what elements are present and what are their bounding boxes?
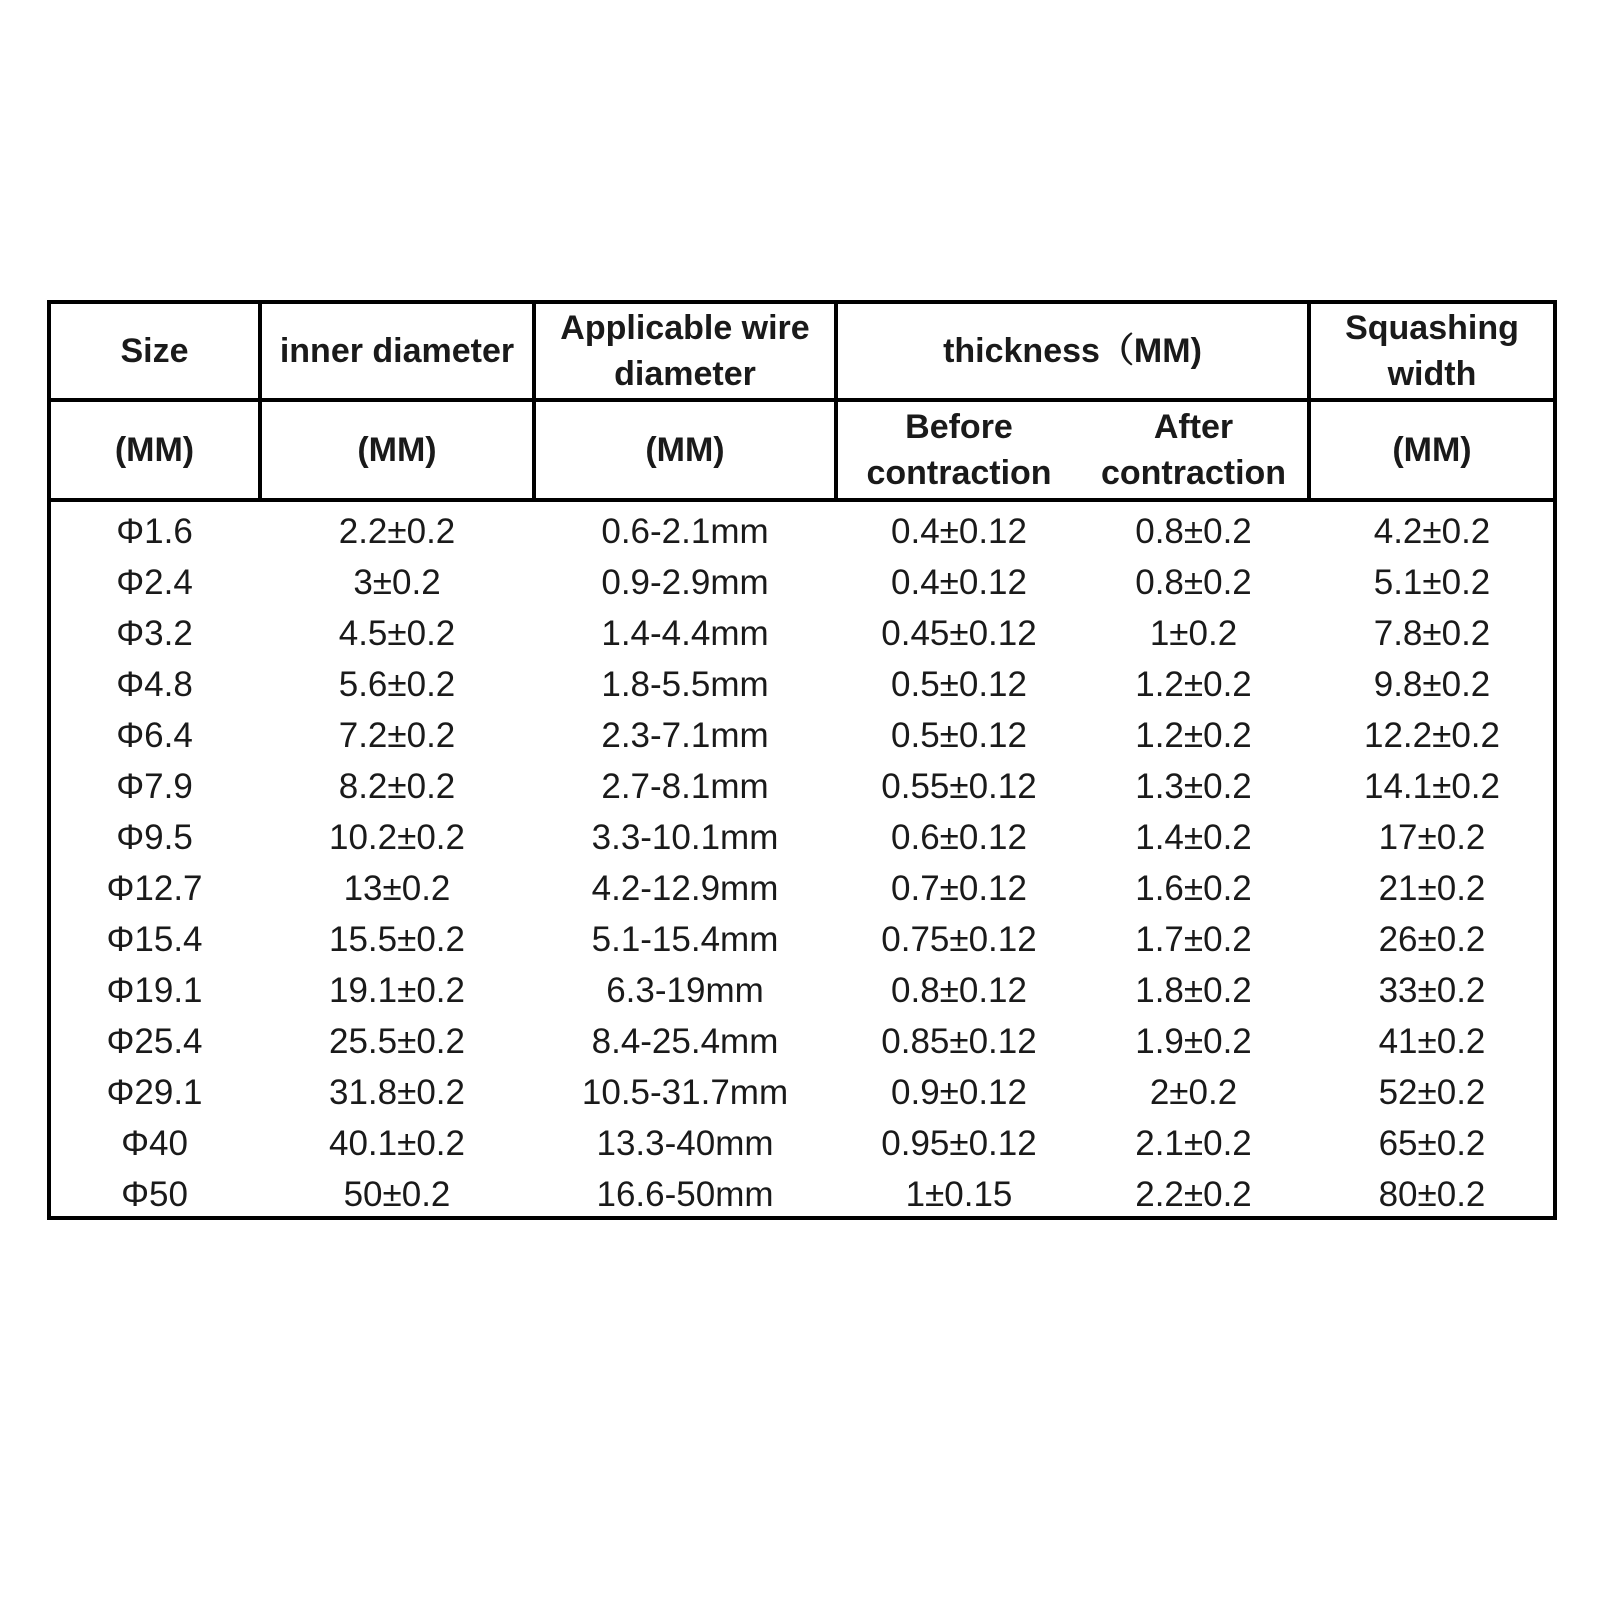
cell-wire-diameter: 3.3-10.1mm: [591, 817, 779, 857]
cell-size: Φ15.4: [106, 919, 203, 959]
cell-wire-diameter: 8.4-25.4mm: [591, 1021, 779, 1061]
cell-after-contraction: 1.8±0.2: [1135, 970, 1252, 1010]
cell-inner-diameter: 2.2±0.2: [338, 511, 456, 551]
cell-squashing-width: 5.1±0.2: [1373, 562, 1491, 602]
cell-before-contraction: 1±0.15: [905, 1174, 1013, 1214]
cell-before-contraction: 0.55±0.12: [881, 766, 1037, 806]
cell-before-contraction: 0.8±0.12: [891, 970, 1027, 1010]
cell-wire-diameter: 1.4-4.4mm: [601, 613, 769, 653]
cell-wire-diameter: 4.2-12.9mm: [591, 868, 779, 908]
cell-inner-diameter: 3±0.2: [353, 562, 441, 602]
header-wire-line1: Applicable wire: [560, 309, 810, 347]
cell-inner-diameter: 19.1±0.2: [329, 970, 465, 1010]
cell-before-contraction: 0.4±0.12: [891, 511, 1027, 551]
header-squash-unit-label: (MM): [1392, 431, 1472, 469]
cell-squashing-width: 14.1±0.2: [1364, 766, 1500, 806]
cell-size: Φ19.1: [106, 970, 203, 1010]
cell-squashing-width: 80±0.2: [1378, 1174, 1486, 1214]
cell-after-contraction: 1.3±0.2: [1135, 766, 1252, 806]
table-row: [51, 1169, 1553, 1220]
header-squashing-width: [1311, 304, 1553, 398]
cell-inner-diameter: 4.5±0.2: [338, 613, 456, 653]
cell-inner-diameter: 15.5±0.2: [329, 919, 465, 959]
spec-table: [47, 300, 1557, 1220]
cell-inner-diameter: 7.2±0.2: [338, 715, 456, 755]
cell-size: Φ3.2: [116, 613, 193, 653]
cell-after-contraction: 1±0.2: [1149, 613, 1238, 653]
cell-before-contraction: 0.45±0.12: [881, 613, 1037, 653]
cell-wire-diameter: 0.9-2.9mm: [601, 562, 769, 602]
cell-inner-diameter: 50±0.2: [343, 1174, 451, 1214]
table-row: [51, 1118, 1553, 1169]
table-row: [51, 914, 1553, 965]
cell-size: Φ12.7: [106, 868, 203, 908]
table-row: [51, 659, 1553, 710]
cell-squashing-width: 26±0.2: [1378, 919, 1486, 959]
header-thickness-label: thickness（MM): [943, 332, 1202, 370]
cell-size: Φ7.9: [116, 766, 193, 806]
table-row: [51, 812, 1553, 863]
cell-size: Φ40: [121, 1123, 188, 1163]
cell-size: Φ29.1: [106, 1072, 203, 1112]
header-bottom-border: [51, 498, 1553, 502]
header-inner-diameter-label: inner diameter: [279, 332, 515, 370]
cell-wire-diameter: 2.7-8.1mm: [601, 766, 769, 806]
cell-squashing-width: 33±0.2: [1378, 970, 1486, 1010]
table-row: [51, 557, 1553, 608]
cell-wire-diameter: 10.5-31.7mm: [581, 1072, 789, 1112]
header-before-line2: contraction: [866, 454, 1052, 492]
header-before-contraction: [838, 402, 1080, 498]
header-before-line1: Before: [905, 408, 1013, 446]
cell-after-contraction: 0.8±0.2: [1135, 511, 1252, 551]
cell-after-contraction: 1.7±0.2: [1135, 919, 1252, 959]
cell-wire-diameter: 16.6-50mm: [596, 1174, 774, 1214]
header-inner-diameter: [262, 304, 532, 398]
cell-squashing-width: 21±0.2: [1378, 868, 1486, 908]
cell-before-contraction: 0.95±0.12: [881, 1123, 1037, 1163]
header-squash-line2: width: [1387, 355, 1477, 393]
cell-wire-diameter: 2.3-7.1mm: [601, 715, 769, 755]
header-wire-diameter: [536, 304, 834, 398]
cell-wire-diameter: 1.8-5.5mm: [601, 664, 769, 704]
cell-size: Φ9.5: [116, 817, 193, 857]
cell-before-contraction: 0.6±0.12: [891, 817, 1027, 857]
header-size: [51, 304, 258, 398]
header-squash-unit: [1311, 402, 1553, 498]
cell-after-contraction: 2.2±0.2: [1135, 1174, 1252, 1214]
cell-squashing-width: 65±0.2: [1378, 1123, 1486, 1163]
header-after-line1: After: [1153, 408, 1234, 446]
cell-squashing-width: 9.8±0.2: [1373, 664, 1491, 704]
cell-squashing-width: 12.2±0.2: [1364, 715, 1500, 755]
cell-before-contraction: 0.7±0.12: [891, 868, 1027, 908]
cell-before-contraction: 0.4±0.12: [891, 562, 1027, 602]
table-row: [51, 710, 1553, 761]
cell-before-contraction: 0.85±0.12: [881, 1021, 1037, 1061]
header-inner-unit: [262, 402, 532, 498]
cell-after-contraction: 1.9±0.2: [1135, 1021, 1252, 1061]
cell-inner-diameter: 8.2±0.2: [338, 766, 456, 806]
cell-size: Φ1.6: [116, 511, 193, 551]
cell-after-contraction: 1.6±0.2: [1135, 868, 1252, 908]
cell-size: Φ50: [121, 1174, 188, 1214]
cell-after-contraction: 2.1±0.2: [1135, 1123, 1252, 1163]
header-size-unit: [51, 402, 258, 498]
cell-size: Φ25.4: [106, 1021, 203, 1061]
table-row: [51, 761, 1553, 812]
cell-after-contraction: 1.2±0.2: [1135, 715, 1252, 755]
cell-before-contraction: 0.5±0.12: [891, 664, 1027, 704]
header-wire-line2: diameter: [614, 355, 756, 393]
cell-before-contraction: 0.5±0.12: [891, 715, 1027, 755]
cell-wire-diameter: 5.1-15.4mm: [591, 919, 779, 959]
table-row: [51, 1016, 1553, 1067]
cell-inner-diameter: 31.8±0.2: [329, 1072, 465, 1112]
cell-squashing-width: 41±0.2: [1378, 1021, 1486, 1061]
cell-squashing-width: 52±0.2: [1378, 1072, 1486, 1112]
header-squash-line1: Squashing: [1345, 309, 1519, 347]
header-size-unit-label: (MM): [114, 431, 195, 469]
table-row: [51, 1067, 1553, 1118]
header-wire-unit: [536, 402, 834, 498]
cell-inner-diameter: 5.6±0.2: [338, 664, 456, 704]
cell-inner-diameter: 13±0.2: [343, 868, 451, 908]
header-after-line2: contraction: [1100, 454, 1287, 492]
header-inner-unit-label: (MM): [357, 431, 437, 469]
cell-before-contraction: 0.75±0.12: [881, 919, 1037, 959]
cell-size: Φ2.4: [116, 562, 193, 602]
cell-before-contraction: 0.9±0.12: [891, 1072, 1027, 1112]
table-row: [51, 965, 1553, 1016]
table-row: [51, 608, 1553, 659]
table-row: [51, 506, 1553, 557]
header-thickness: [838, 304, 1307, 398]
cell-after-contraction: 1.2±0.2: [1135, 664, 1252, 704]
header-wire-unit-label: (MM): [645, 431, 725, 469]
header-size-label: Size: [120, 332, 189, 370]
cell-inner-diameter: 40.1±0.2: [329, 1123, 465, 1163]
cell-size: Φ6.4: [116, 715, 193, 755]
cell-squashing-width: 7.8±0.2: [1373, 613, 1491, 653]
cell-wire-diameter: 13.3-40mm: [596, 1123, 774, 1163]
cell-after-contraction: 1.4±0.2: [1135, 817, 1252, 857]
header-after-contraction: [1080, 402, 1307, 498]
cell-squashing-width: 17±0.2: [1378, 817, 1486, 857]
table-row: [51, 863, 1553, 914]
cell-after-contraction: 2±0.2: [1149, 1072, 1238, 1112]
cell-inner-diameter: 10.2±0.2: [329, 817, 465, 857]
cell-squashing-width: 4.2±0.2: [1373, 511, 1491, 551]
cell-after-contraction: 0.8±0.2: [1135, 562, 1252, 602]
cell-wire-diameter: 6.3-19mm: [606, 970, 764, 1010]
cell-inner-diameter: 25.5±0.2: [329, 1021, 465, 1061]
cell-size: Φ4.8: [116, 664, 193, 704]
cell-wire-diameter: 0.6-2.1mm: [601, 511, 769, 551]
